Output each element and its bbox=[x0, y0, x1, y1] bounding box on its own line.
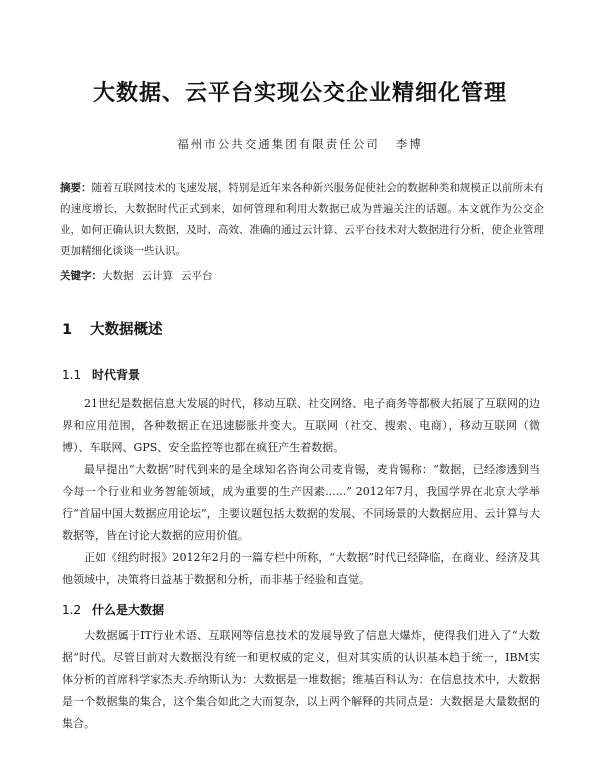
section-heading-1 bbox=[62, 318, 163, 339]
abstract-text: 随着互联网技术的飞速发展，特别是近年来各种新兴服务促使社会的数据种类和规模正以前所未有的速度增长，大数据时代正式到来，如何管理和利用大数据已成为普遍关注的话题。本文就作为公交企业，如何正确认识大数据，及时、高效、准确的通过云计算、云平台技术对大数据进行分析，使企业管理更加精细化谈谈一些认识。 bbox=[60, 182, 545, 257]
subsection-heading-1-1 bbox=[62, 366, 140, 383]
keywords-label: 关键字： bbox=[60, 270, 102, 282]
author-line bbox=[0, 136, 600, 152]
body-paragraph: 最早提出“大数据”时代到来的是全球知名咨询公司麦肯锡，麦肯锡称：“数据，已经渗透到当今每一个行业和业务智能领域，成为重要的生产因素......” 2012年7月，我国学界在北京大学举行“首届中国大数据应用论坛”，主要议题包括大数据的发展、不同场景的大数据应用、云计算与大数据等，皆在讨论大数据的应用价值。 bbox=[62, 463, 540, 542]
author-affiliation: 福州市公共交通集团有限责任公司 bbox=[177, 137, 380, 151]
subsection-title: 时代背景 bbox=[92, 368, 141, 382]
section-number: 1 bbox=[62, 322, 73, 338]
abstract bbox=[60, 178, 544, 262]
subsection-title: 什么是大数据 bbox=[92, 603, 165, 617]
keyword-item: 大数据 bbox=[102, 270, 134, 282]
keywords bbox=[60, 266, 544, 286]
body-paragraph: 大数据属于IT行业术语、互联网等信息技术的发展导致了信息大爆炸，使得我们进入了“大数据”时代。尽管目前对大数据没有统一和更权威的定义，但对其实质的认识基本趋于统一，IBM实体分析的首席科学家杰夫.乔纳斯认为：大数据是一堆数据；维基百科认为：在信息技术中，大数据是一个数据集的集合，这个集合如此之大而复杂，以上两个解释的共同点是：大数据是大量数据的集合。 bbox=[62, 629, 540, 730]
body-paragraph: 21世纪是数据信息大发展的时代，移动互联、社交网络、电子商务等都极大拓展了互联网的边界和应用范围，各种数据正在迅速膨胀并变大。互联网（社交、搜索、电商），移动互联网（微博）、车联网、GPS、安全监控等也都在疯狂产生着数据。 bbox=[62, 397, 540, 454]
abstract-label: 摘要： bbox=[60, 182, 92, 194]
paper-title: 大数据、云平台实现公交企业精细化管理 bbox=[92, 81, 507, 106]
keyword-item: 云计算 bbox=[141, 270, 173, 282]
section-title: 大数据概述 bbox=[90, 322, 163, 338]
subsection-heading-1-2 bbox=[62, 601, 164, 618]
author-name: 李博 bbox=[395, 137, 423, 151]
subsection-number: 1.1 bbox=[62, 368, 82, 382]
subsection-number: 1.2 bbox=[62, 603, 82, 617]
body-paragraph: 正如《纽约时报》2012年2月的一篇专栏中所称，“大数据”时代已经降临，在商业、经济及其他领域中，决策将日益基于数据和分析，而非基于经验和直觉。 bbox=[62, 551, 540, 586]
keyword-item: 云平台 bbox=[181, 270, 213, 282]
